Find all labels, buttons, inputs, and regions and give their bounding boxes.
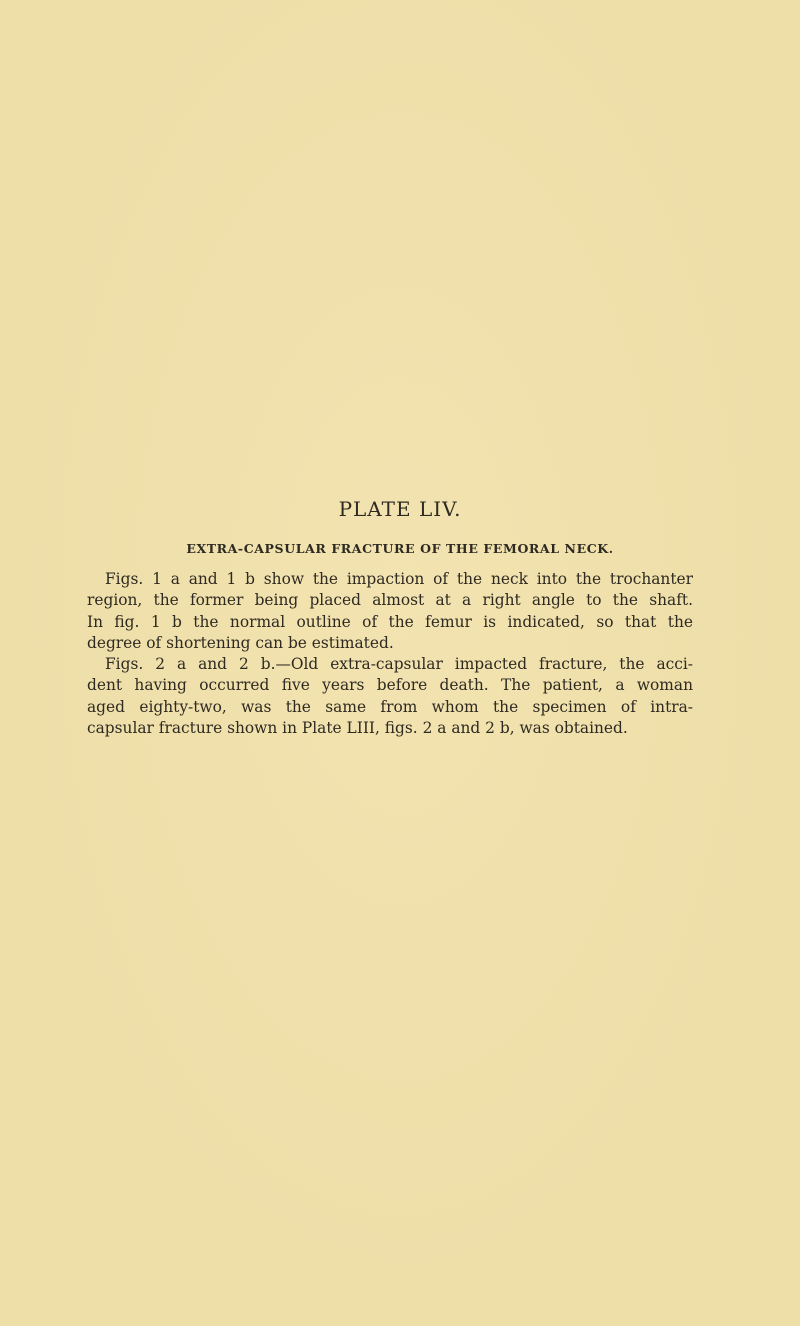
text-line: aged eighty-two, was the same from whom the specimen of intra-: [87, 697, 693, 716]
paragraph-figs-1: [87, 569, 693, 654]
paragraph-figs-2: [87, 654, 693, 739]
plate-subtitle: EXTRA-CAPSULAR FRACTURE OF THE FEMORAL NECK.: [186, 541, 614, 556]
text-line: Figs. 2 a and 2 b.—Old extra-capsular impacted fracture, the acci-: [105, 655, 693, 674]
text-line: capsular fracture shown in Plate LIII, figs. 2 a and 2 b, was obtained.: [87, 719, 628, 738]
text-line: region, the former being placed almost at a right angle to the shaft.: [87, 591, 693, 610]
text-line: In fig. 1 b the normal outline of the femur is indicated, so that the: [87, 612, 693, 631]
text-line: Figs. 1 a and 1 b show the impaction of the neck into the trochanter: [105, 570, 693, 588]
text-line: degree of shortening can be estimated.: [87, 633, 394, 652]
text-line: dent having occurred five years before death. The patient, a woman: [87, 676, 693, 695]
plate-description: [87, 569, 693, 739]
plate-title: PLATE LIV.: [338, 497, 462, 521]
